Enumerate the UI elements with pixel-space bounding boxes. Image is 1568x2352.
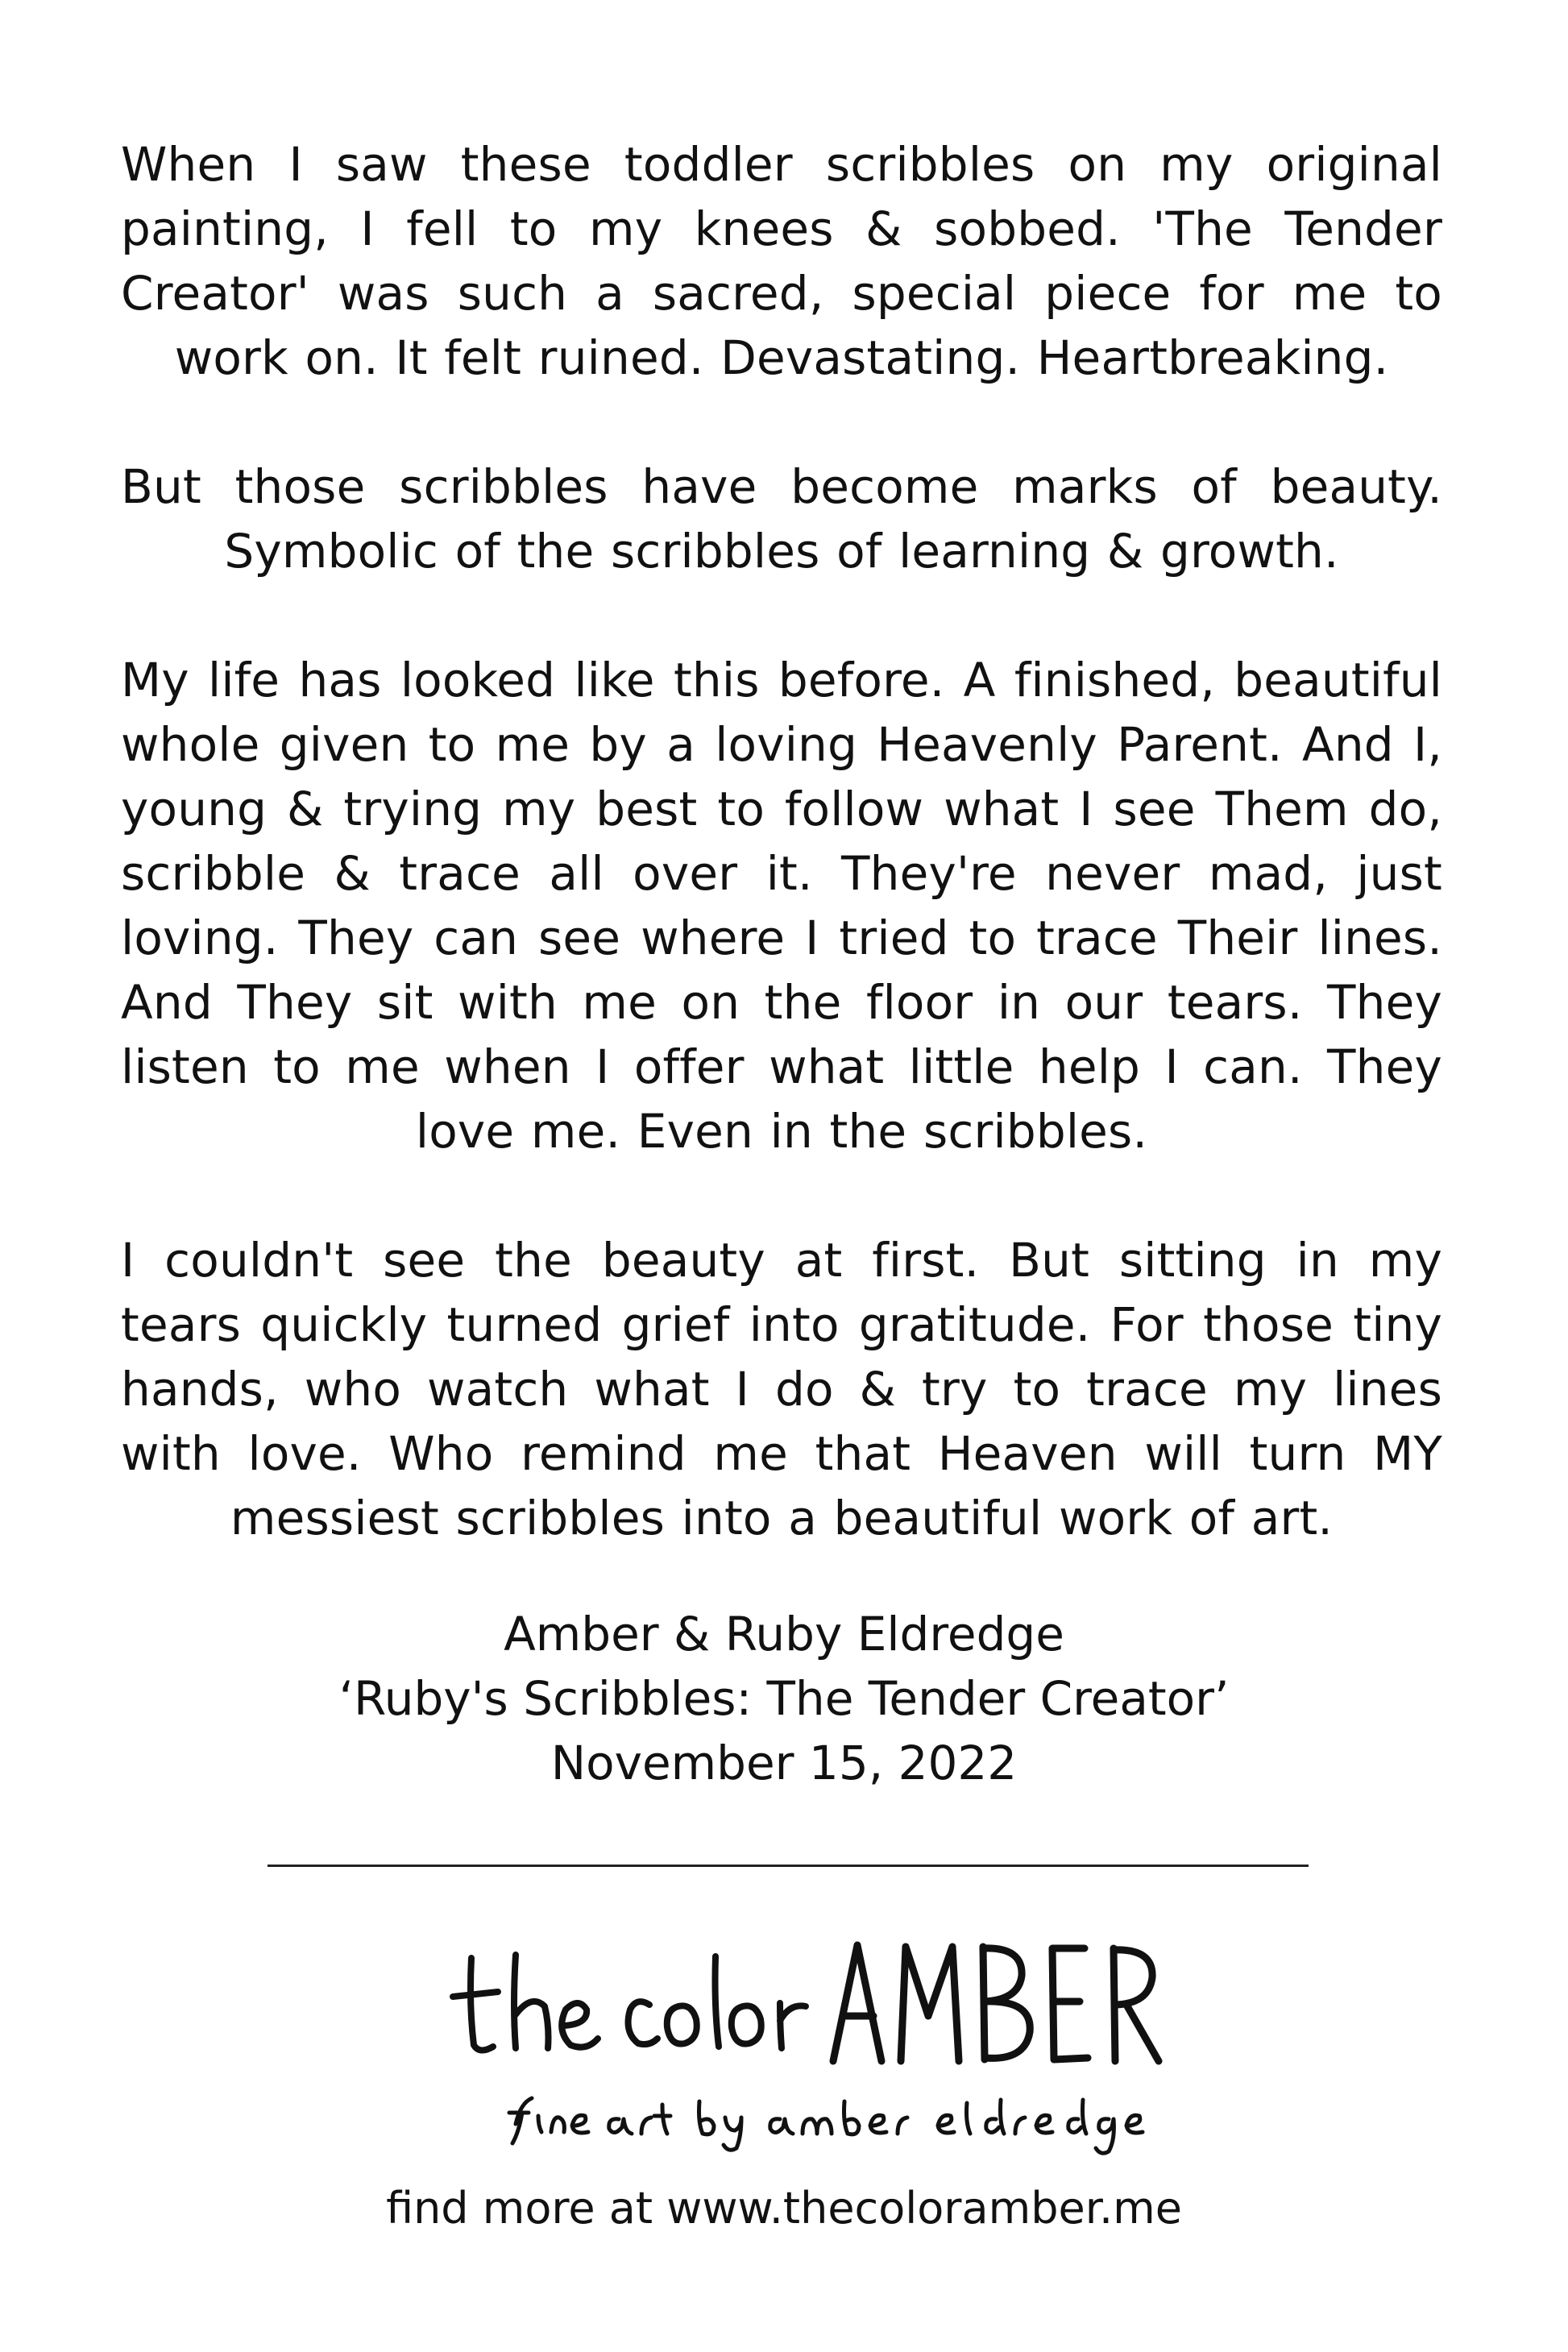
signature-author: Amber & Ruby Eldredge <box>504 1607 1064 1661</box>
story-paragraph-3: My life has looked like this before. A finished, beautiful whole given to me by a loving Heavenly Parent. And I, young & trying my best to follow what I see Them do, scribble & trace all over it. They're never mad, just loving. They can see where I tried to trace Their lines. And They sit with me on the floor in our tears. They listen to me when I offer what little help I can. They love me. Even in the scribbles. <box>121 653 1442 1159</box>
signature-date: November 15, 2022 <box>550 1736 1018 1790</box>
logo-artwork <box>0 1926 1568 2159</box>
divider-line <box>268 1865 1309 1867</box>
story-paragraph-4: I couldn't see the beauty at first. But sitting in my tears quickly turned grief into gratitude. For those tiny hands, who watch what I do & try to trace my lines with love. Who remind me that Heaven will turn MY messiest scribbles into a beautiful work of art. <box>121 1233 1442 1545</box>
story-paragraph-2: But those scribbles have become marks of beauty. Symbolic of the scribbles of learning & growth. <box>121 459 1442 579</box>
website-link[interactable]: find more at www.thecoloramber.me <box>386 2183 1182 2234</box>
logo-tagline-lettering <box>509 2098 1143 2153</box>
signature-artwork-title: ‘Ruby's Scribbles: The Tender Creator’ <box>338 1671 1230 1726</box>
brand-logo <box>0 1926 1568 2159</box>
logo-prefix-lettering <box>453 1955 806 2051</box>
story-paragraph-1: When I saw these toddler scribbles on my original painting, I fell to my knees & sobbed. 'The Tender Creator' was such a sacred, special piece for me to work on. It felt ruined. Devastating. Heartbreaking. <box>121 137 1442 385</box>
logo-brand-name-lettering <box>833 1945 1159 2061</box>
